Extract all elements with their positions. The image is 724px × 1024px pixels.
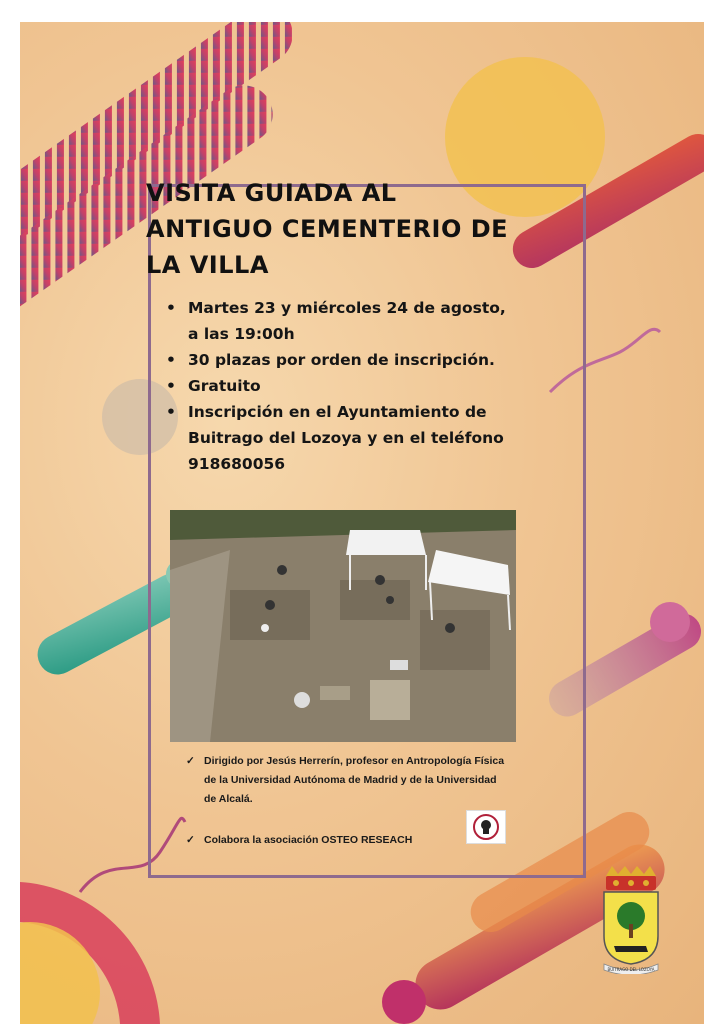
credit-line: Dirigido por Jesús Herrerín, profesor en Antropología Física (204, 755, 505, 767)
detail-line: 30 plazas por orden de inscripción. (188, 351, 495, 369)
event-details (166, 295, 566, 477)
detail-line: Buitrago del Lozoya y en el teléfono (188, 429, 504, 447)
detail-line: a las 19:00h (188, 325, 295, 343)
credit-line: de Alcalá. (204, 793, 253, 805)
bull-icon (614, 946, 648, 952)
title-line: LA VILLA (146, 251, 269, 279)
coat-of-arms-icon (596, 866, 666, 974)
detail-item-date (166, 295, 566, 347)
detail-line: Inscripción en el Ayuntamiento de (188, 403, 487, 421)
poster-title (146, 175, 566, 283)
credit-director (186, 752, 566, 809)
crest-motto: BUITRAGO DEL LOZOYA (607, 967, 655, 972)
detail-item-places (166, 347, 566, 373)
detail-line: 918680056 (188, 455, 286, 473)
check-mark-icon: ✓ (186, 755, 195, 767)
check-mark-icon: ✓ (186, 834, 195, 846)
pink-circle (650, 602, 690, 642)
magenta-dot (382, 980, 426, 1024)
bullet-icon: • (166, 351, 176, 369)
title-line: ANTIGUO CEMENTERIO DE (146, 215, 509, 243)
credits-list (186, 752, 566, 850)
crown-icon (606, 866, 656, 890)
bullet-icon: • (166, 403, 176, 421)
credit-line: de la Universidad Autónoma de Madrid y de la Universidad (204, 774, 497, 786)
detail-line: Gratuito (188, 377, 261, 395)
credit-line: Colabora la asociación OSTEO RESEACH (204, 834, 413, 846)
excavation-photo (170, 510, 516, 742)
title-line: VISITA GUIADA AL (146, 179, 397, 207)
bullet-icon: • (166, 377, 176, 395)
detail-line: Martes 23 y miércoles 24 de agosto, (188, 299, 506, 317)
detail-item-price (166, 373, 566, 399)
osteo-research-logo (466, 810, 506, 844)
bullet-icon: • (166, 299, 176, 317)
detail-item-registration (166, 399, 566, 477)
credit-collaborator (186, 831, 566, 850)
